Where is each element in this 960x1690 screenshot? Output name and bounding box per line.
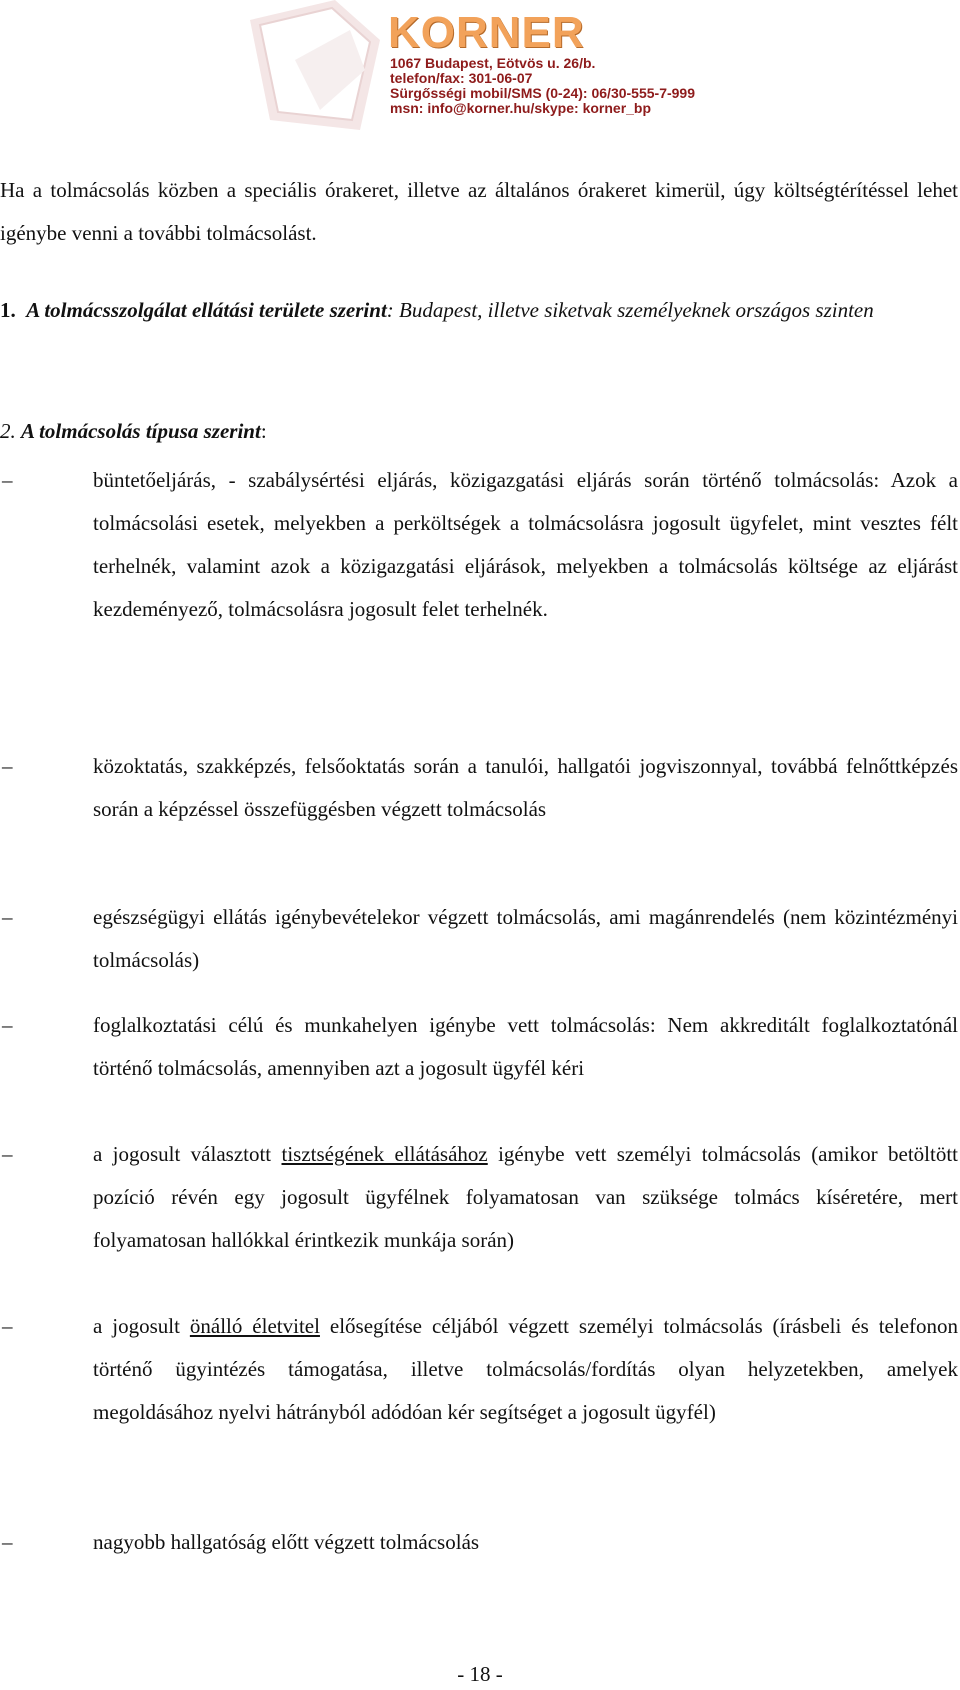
page-number: - 18 - <box>457 1662 503 1686</box>
section-1-text: Budapest, illetve siketvak személyeknek országos szinten <box>399 298 874 322</box>
section-1 <box>0 289 958 332</box>
section-2-colon: : <box>260 419 267 443</box>
dash-bullet: – <box>2 1314 13 1338</box>
section-2 <box>0 410 958 453</box>
item-6-text-b: elősegítése céljából végzett személyi tolmácsolás (írásbeli és telefonon történő ügyintézés támogatása, illetve tolmácsolás/fordítás olyan helyzetekben, amelyek megoldásához nyelvi hátrányból adódóan kér segítséget a jogosult ügyfél) <box>93 1314 959 1424</box>
section-2-number: 2. <box>0 419 16 443</box>
address-line: 1067 Budapest, Eötvös u. 26/b. <box>390 55 596 71</box>
list-item-text: nagyobb hallgatóság előtt végzett tolmácsolás <box>93 1530 480 1554</box>
list-item-text <box>93 1305 958 1434</box>
section-1-colon: : <box>386 298 394 322</box>
item-5-underlined: tisztségének ellátásához <box>281 1142 488 1166</box>
item-5-text-b: igénybe vett személyi tolmácsolás (amikor betöltött pozíció révén egy jogosult ügyfélnek folyamatosan van szüksége tolmács kíséretére, mert folyamatosan hallókkal érintkezik munkája során) <box>93 1142 958 1252</box>
list-item-text: foglalkoztatási célú és munkahelyen igénybe vett tolmácsolás: Nem akkreditált foglalkoztatónál történő tolmácsolás, amennyiben azt a jogosult ügyfél kéri <box>93 1013 958 1080</box>
dash-bullet: – <box>2 1013 13 1037</box>
brand-name: KORNER <box>388 8 585 57</box>
korner-logo-icon <box>240 0 390 135</box>
intro-paragraph: Ha a tolmácsolás közben a speciális órakeret, illetve az általános órakeret kimerül, úgy költségtérítéssel lehet igénybe venni a további tolmácsolást. <box>0 178 958 245</box>
dash-bullet: – <box>2 754 13 778</box>
item-6-underlined: önálló életvitel <box>189 1314 320 1338</box>
list-item-text: büntetőeljárás, - szabálysértési eljárás, közigazgatási eljárás során történő tolmácsolás: Azok a tolmácsolási esetek, melyekben a perköltségek a tolmácsolásra jogosult ügyfelet, mint vesztes félt terhelnék, valamint azok a közigazgatási eljárások, melyekben a tolmácsolás költsége az eljárást kezdeményező, tolmácsolásra jogosult felet terhelnék. <box>93 468 958 621</box>
section-1-number: 1. <box>0 298 16 322</box>
section-1-heading: A tolmácsszolgálat ellátási területe szerint <box>26 298 387 322</box>
dash-bullet: – <box>2 1142 13 1166</box>
msn-line: msn: info@korner.hu/skype: korner_bp <box>390 100 652 116</box>
contact-block <box>390 56 695 116</box>
item-6-text-a: a jogosult <box>93 1314 180 1338</box>
letterhead <box>240 0 720 140</box>
dash-bullet: – <box>2 905 13 929</box>
list-item-text: egészségügyi ellátás igénybevételekor végzett tolmácsolás, ami magánrendelés (nem közintézményi tolmácsolás) <box>93 905 958 972</box>
section-2-heading: A tolmácsolás típusa szerint <box>21 419 261 443</box>
phone-line: telefon/fax: 301-06-07 <box>390 70 533 86</box>
list-item-text: közoktatás, szakképzés, felsőoktatás során a tanulói, hallgatói jogviszonnyal, továbbá felnőttképzés során a képzéssel összefüggésben végzett tolmácsolás <box>93 754 958 821</box>
dash-bullet: – <box>2 1530 13 1554</box>
mobile-line: Sürgősségi mobil/SMS (0-24): 06/30-555-7-999 <box>390 85 695 101</box>
item-5-text-a: a jogosult választott <box>93 1142 272 1166</box>
list-item-text <box>93 1133 958 1262</box>
dash-bullet: – <box>2 468 13 492</box>
